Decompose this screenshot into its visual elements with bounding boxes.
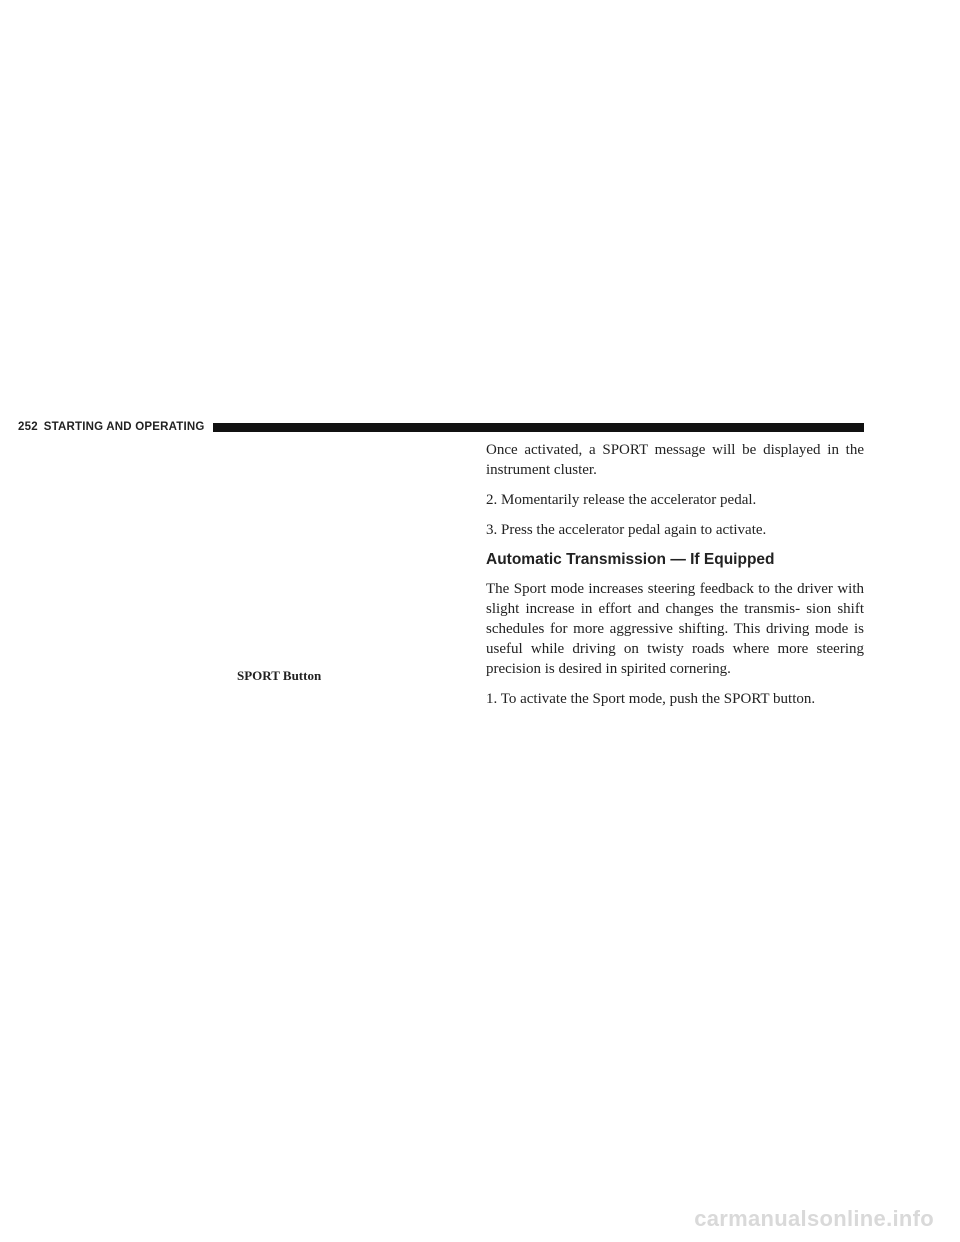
- page-header: [18, 420, 864, 434]
- figure-caption: SPORT Button: [237, 668, 322, 683]
- paragraph-sport-mode: The Sport mode increases steering feedback to the driver with slight increase in effort and changes the transmis- sion shift schedules for more aggressive shifting. This driving mode is useful while driving on twisty roads where more steering precision is desired in spirited cornering.: [486, 581, 864, 677]
- step-activate-sport: 1. To activate the Sport mode, push the SPORT button.: [486, 691, 816, 707]
- paragraph-sport-message: Once activated, a SPORT message will be displayed in the instrument cluster.: [486, 442, 864, 478]
- step-release-pedal: 2. Momentarily release the accelerator pedal.: [486, 492, 757, 508]
- page-number: 252: [18, 421, 38, 433]
- watermark: carmanualsonline.info: [694, 1206, 934, 1231]
- step-press-pedal: 3. Press the accelerator pedal again to activate.: [486, 522, 767, 538]
- text-column: [486, 440, 864, 719]
- header-rule: [213, 423, 864, 432]
- section-title: STARTING AND OPERATING: [43, 421, 205, 433]
- subheading-automatic-transmission: Automatic Transmission — If Equipped: [486, 551, 775, 568]
